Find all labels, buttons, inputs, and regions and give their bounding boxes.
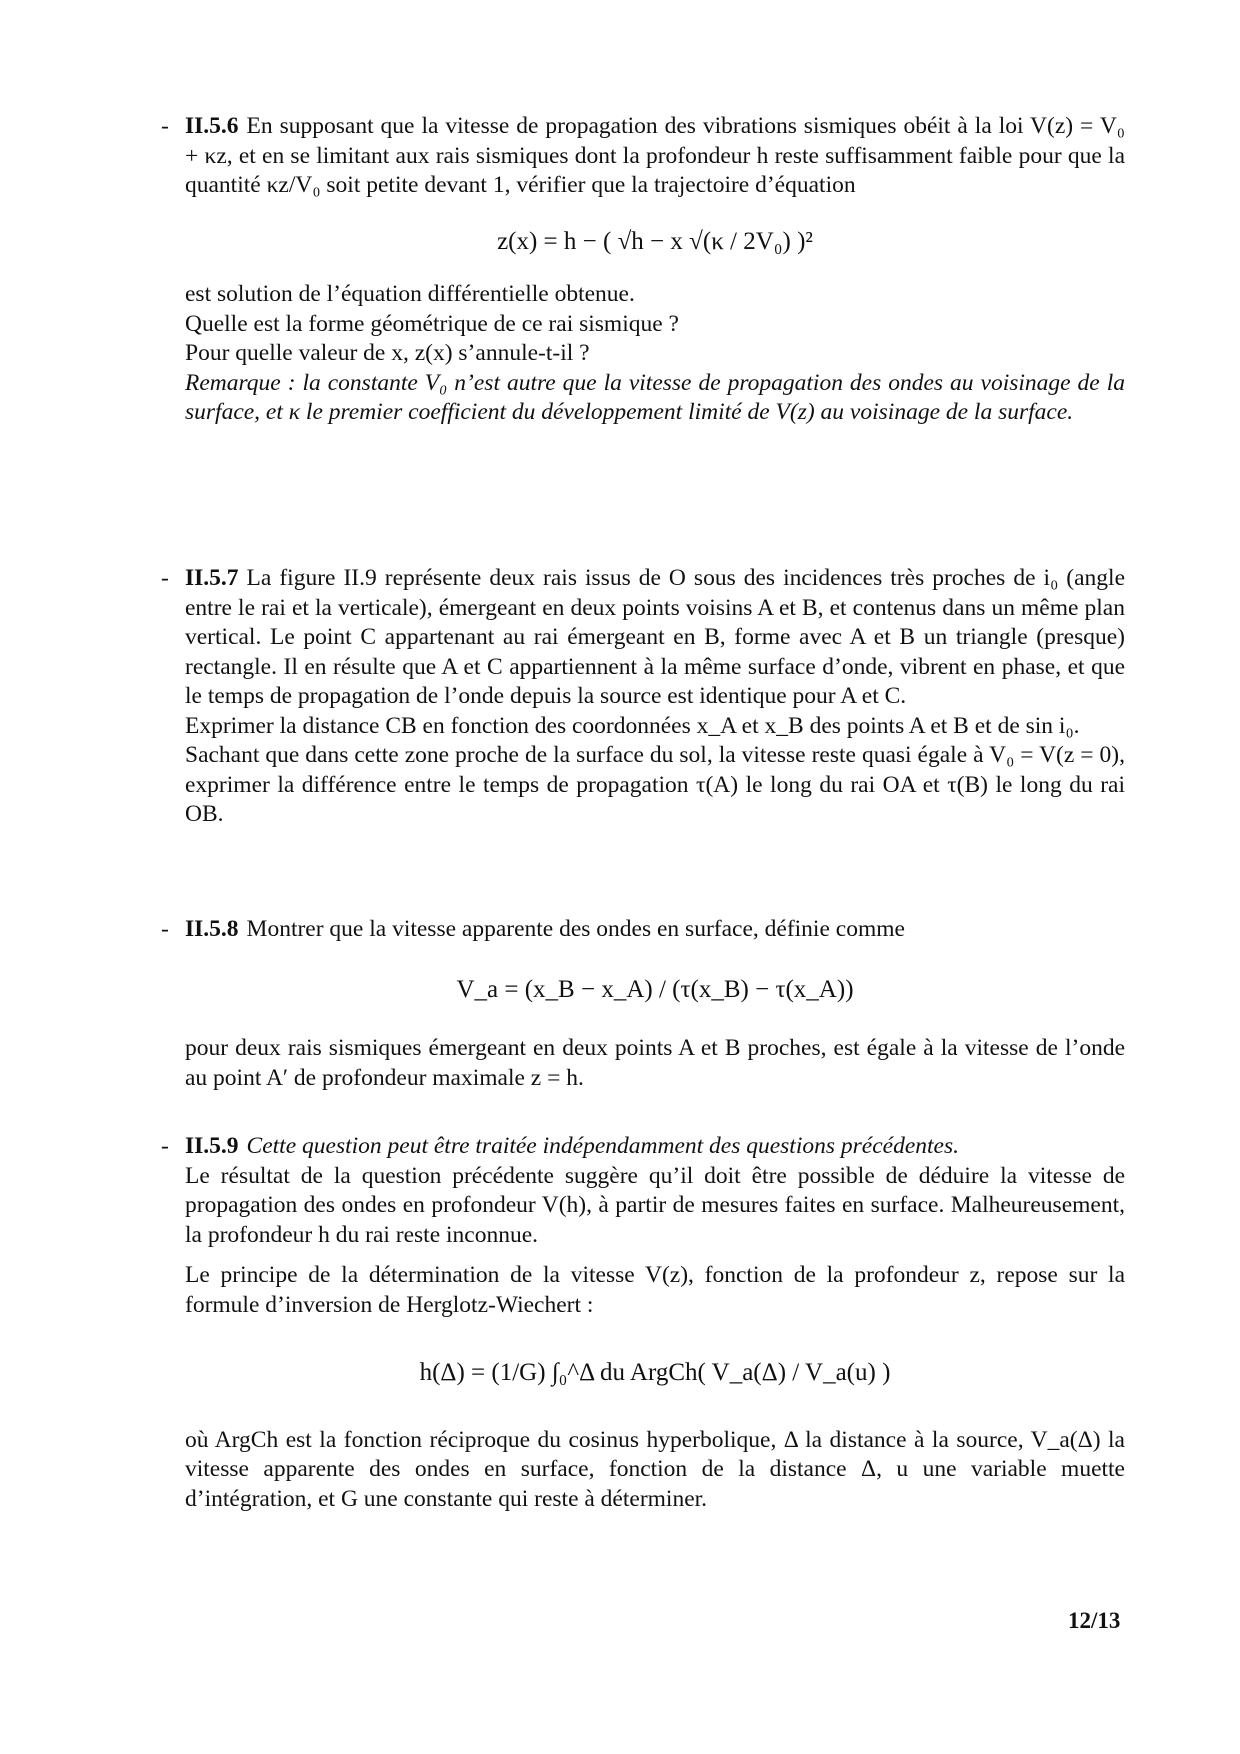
equation-trajectory: z(x) = h − ( √h − x √(κ / 2V₀) )² (497, 227, 813, 255)
question-number: II.5.7 (185, 565, 239, 591)
question-line: Exprimer la distance CB en fonction des coordonnées x_A et x_B des points A et B et de sin i₀. (185, 712, 1080, 739)
bullet-dash: - (161, 113, 169, 139)
question-line: Sachant que dans cette zone proche de la surface du sol, la vitesse reste quasi égale à V₀ = V(z = 0), exprimer la différence entre le temps de propagation τ(A) le long du rai OA et τ(B) le long du rai OB. (185, 742, 1125, 827)
question-II-5-6 (161, 112, 1125, 428)
bullet-dash: - (161, 916, 169, 942)
question-line: Pour quelle valeur de x, z(x) s’annule-t-il ? (185, 340, 590, 366)
question-lead: II.5.6 En supposant que la vitesse de propagation des vibrations sismiques obéit à la loi V(z) = V₀ + κz, et en se limitant aux rais sismiques dont la profondeur h reste suffisamment faible pour que la quantité κz/V₀ soit petite devant 1, vérifier que la trajectoire d’équation (185, 113, 1125, 198)
paragraph: Le résultat de la question précédente suggère qu’il doit être possible de déduire la vitesse de propagation des ondes en profondeur V(h), à partir de mesures faites en surface. Malheureusement, la profondeur h du rai reste inconnue. (185, 1162, 1125, 1248)
question-line: est solution de l’équation différentielle obtenue. (185, 281, 635, 307)
question-number: II.5.8 (185, 916, 239, 942)
remark: Remarque : la constante V₀ n’est autre que la vitesse de propagation des ondes au voisinage de la surface, et κ le premier coefficient du développement limité de V(z) au voisinage de la surface. (185, 369, 1125, 425)
question-after: où ArgCh est la fonction réciproque du cosinus hyperbolique, Δ la distance à la source, V_a(Δ) la vitesse apparente des ondes en surface, fonction de la distance Δ, u une variable muette d’intégration, et G une constante qui reste à déterminer. (185, 1426, 1125, 1512)
question-II-5-8 (161, 915, 1125, 1093)
equation-herglotz-wiechert: h(Δ) = (1/G) ∫₀^Δ du ArgCh( V_a(Δ) / V_a(u) ) (419, 1359, 891, 1386)
page-number: 12/13 (1068, 1608, 1121, 1633)
question-lead: II.5.8 Montrer que la vitesse apparente des ondes en surface, définie comme (185, 916, 905, 942)
question-number: II.5.9 (185, 1133, 239, 1159)
question-lead: II.5.7 La figure II.9 représente deux rais issus de O sous des incidences très proches de i₀ (angle entre le rai et la verticale), émergeant en deux points voisins A et B, et contenus dans un même plan vertical. Le point C appartenant au rai émergeant en B, forme avec A et B un triangle (presque) rectangle. Il en résulte que A et C appartiennent à la même surface d’onde, vibrent en phase, et que le temps de propagation de l’onde depuis la source est identique pour A et C. (185, 565, 1125, 709)
question-number: II.5.6 (185, 113, 239, 139)
question-II-5-7 (161, 564, 1125, 830)
question-lead: II.5.9 Cette question peut être traitée indépendamment des questions précédentes. (185, 1133, 959, 1159)
bullet-dash: - (161, 565, 169, 591)
question-II-5-9 (161, 1132, 1125, 1514)
paragraph: Le principe de la détermination de la vitesse V(z), fonction de la profondeur z, repose sur la formule d’inversion de Herglotz-Wiechert : (185, 1262, 1125, 1318)
question-after: pour deux rais sismiques émergeant en deux points A et B proches, est égale à la vitesse de l’onde au point A′ de profondeur maximale z = h. (185, 1035, 1125, 1091)
question-line: Quelle est la forme géométrique de ce rai sismique ? (185, 310, 679, 337)
equation-apparent-velocity: V_a = (x_B − x_A) / (τ(x_B) − τ(x_A)) (456, 975, 854, 1003)
bullet-dash: - (161, 1133, 169, 1159)
